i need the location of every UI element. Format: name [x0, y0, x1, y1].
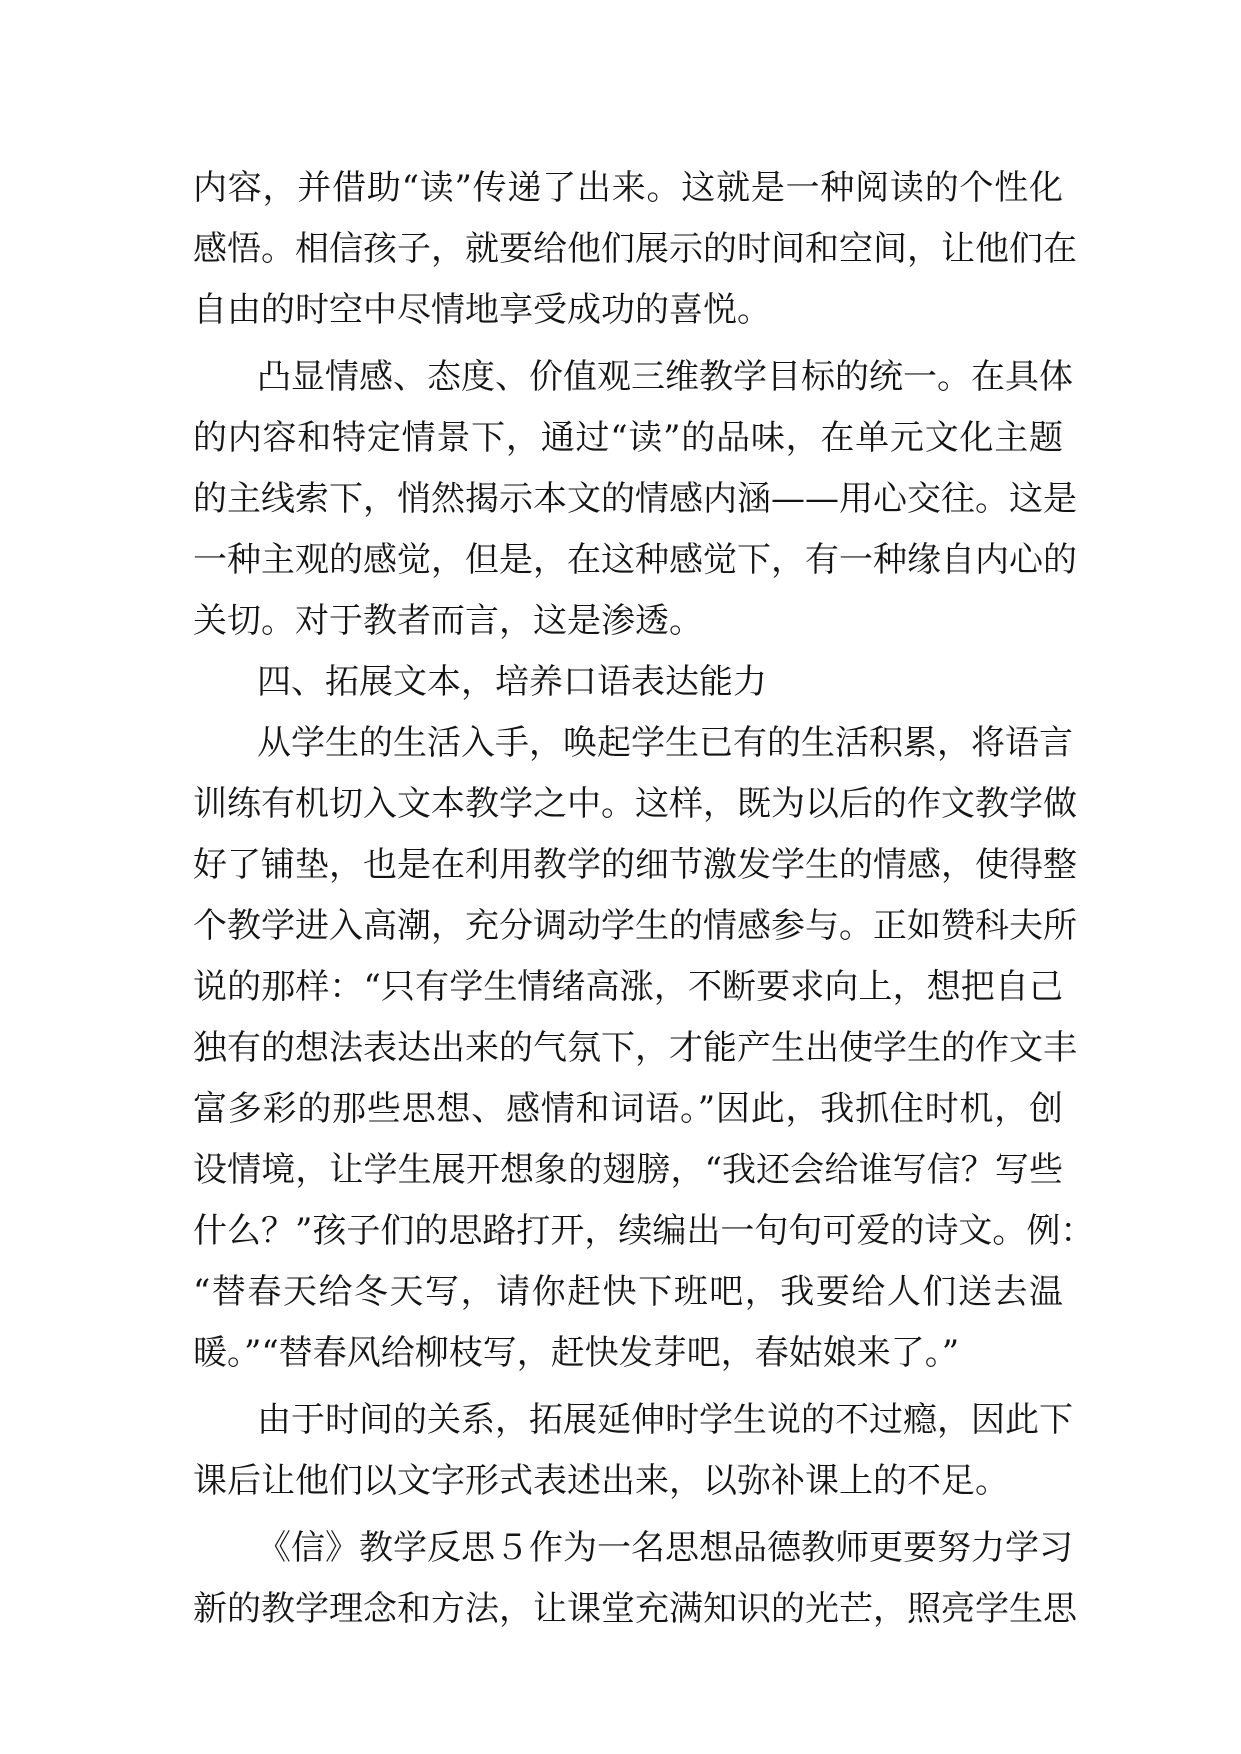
text-line: 暖。”“替春风给柳枝写，赶快发芽吧，春姑娘来了。” [193, 1333, 960, 1373]
text-line: 关切。对于教者而言，这是渗透。 [193, 601, 703, 641]
text-line: 内容，并借助“读”传递了出来。这就是一种阅读的个性化 [193, 168, 1063, 208]
text-line: 的内容和特定情景下，通过“读”的品味，在单元文化主题 [193, 418, 1063, 458]
text-line: 好了铺垫，也是在利用教学的细节激发学生的情感，使得整 [193, 845, 1077, 885]
text-line: 凸显情感、态度、价值观三维教学目标的统一。在具体 [257, 357, 1073, 397]
paragraph-6 [193, 1518, 1077, 1640]
text-line: 个教学进入高潮，充分调动学生的情感参与。正如赞科夫所 [193, 906, 1077, 946]
document-body [193, 158, 1095, 1640]
text-line: “替春天给冬天写，请你赶快下班吧，我要给人们送去温 [193, 1272, 1063, 1312]
text-line: 课后让他们以文字形式表述出来，以弥补课上的不足。 [193, 1461, 1009, 1501]
text-line: 富多彩的那些思想、感情和词语。”因此，我抓住时机，创 [193, 1089, 1063, 1129]
paragraph-5 [193, 1390, 1073, 1512]
text-line: 独有的想法表达出来的气氛下，才能产生出使学生的作文丰 [193, 1028, 1077, 1068]
paragraph-2 [193, 347, 1077, 652]
text-line: 什么？”孩子们的思路打开，续编出一句句可爱的诗文。例： [193, 1211, 1095, 1251]
text-line: 《信》教学反思５作为一名思想品德教师更要努力学习 [257, 1528, 1073, 1568]
text-line: 设情境，让学生展开想象的翅膀，“我还会给谁写信？写些 [193, 1150, 1063, 1190]
text-line: 从学生的生活入手，唤起学生已有的生活积累，将语言 [257, 723, 1073, 763]
section-heading [193, 652, 1063, 713]
text-line: 由于时间的关系，拓展延伸时学生说的不过瘾，因此下 [257, 1400, 1073, 1440]
paragraph-4 [193, 713, 1095, 1384]
text-line: 说的那样：“只有学生情绪高涨，不断要求向上，想把自己 [193, 967, 1063, 1007]
text-line: 一种主观的感觉，但是，在这种感觉下，有一种缘自内心的 [193, 540, 1077, 580]
text-line: 自由的时空中尽情地享受成功的喜悦。 [193, 290, 771, 330]
text-line: 训练有机切入文本教学之中。这样，既为以后的作文教学做 [193, 784, 1077, 824]
text-line: 的主线索下，悄然揭示本文的情感内涵——用心交往。这是 [193, 479, 1077, 519]
paragraph-1 [193, 158, 1077, 341]
text-line: 四、拓展文本，培养口语表达能力 [257, 662, 767, 702]
text-line: 新的教学理念和方法，让课堂充满知识的光芒，照亮学生思 [193, 1589, 1077, 1629]
text-line: 感悟。相信孩子，就要给他们展示的时间和空间，让他们在 [193, 229, 1077, 269]
